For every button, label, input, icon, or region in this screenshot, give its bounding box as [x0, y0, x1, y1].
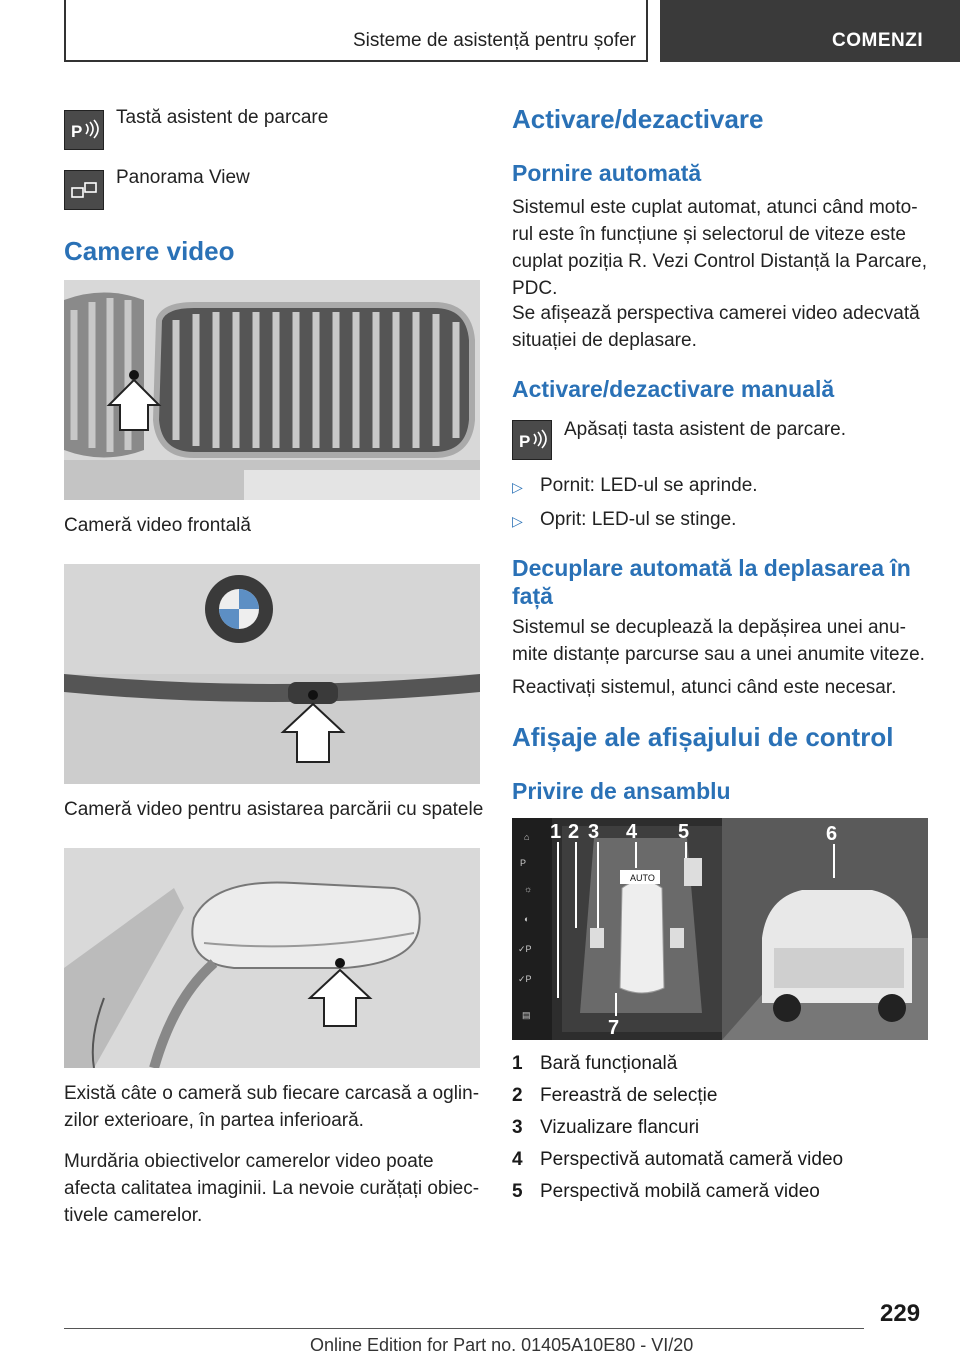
svg-text:5: 5	[678, 821, 690, 843]
svg-text:P: P	[519, 432, 531, 451]
svg-text:✓P: ✓P	[518, 974, 532, 984]
header-section-box	[64, 0, 648, 62]
svg-text:▤: ▤	[522, 1010, 531, 1020]
heading-video-cameras: Camere video	[64, 236, 235, 266]
legend-item	[512, 1144, 928, 1176]
heading-manual: Activare/dezactivare manuală	[512, 376, 835, 402]
legend-number: 1	[512, 1053, 523, 1074]
svg-text:1: 1	[550, 821, 562, 843]
svg-text:6: 6	[826, 823, 838, 845]
legend-item	[512, 1080, 928, 1112]
svg-text:☼: ☼	[524, 884, 533, 894]
para-mirror-cameras: Există câte o cameră sub fiecare carcasă a oglin- zilor exterioare, în partea inferioară.	[64, 1083, 480, 1131]
heading-control-display: Afișaje ale afișajului de control	[512, 722, 894, 752]
svg-text:AUTO: AUTO	[630, 873, 655, 883]
header-section-title: Sisteme de asistență pentru șofer	[352, 30, 636, 51]
bullet-text: Oprit: LED-ul se stinge.	[540, 509, 737, 530]
page-number: 229	[880, 1300, 921, 1327]
footer-edition: Online Edition for Part no. 01405A10E80 - VI/20	[310, 1335, 694, 1355]
para-decouple: Sistemul se decuplează la depășirea unei anu- mite distanțe parcurse sau a unei anumite viteze.	[512, 617, 925, 665]
header-tab-label: COMENZI	[832, 30, 924, 51]
list-item	[512, 472, 932, 501]
para-reactivate: Reactivați sistemul, atunci când este necesar.	[512, 677, 897, 698]
panorama-view-label: Panorama View	[116, 167, 250, 188]
heading-overview: Privire de ansamblu	[512, 778, 731, 804]
heading-decouple: Decuplare automată la deplasarea în față	[512, 555, 911, 609]
legend-item	[512, 1112, 928, 1144]
svg-text:⌂: ⌂	[524, 832, 530, 842]
photo-rear-camera	[64, 564, 480, 784]
panorama-view-icon	[64, 170, 104, 210]
svg-text:4: 4	[626, 821, 638, 843]
legend-text: Bară funcțională	[540, 1053, 678, 1074]
legend-text: Fereastră de selecție	[540, 1085, 718, 1106]
list-item	[512, 506, 932, 535]
svg-text:7: 7	[608, 1017, 620, 1039]
manual-instruction: Apăsați tasta asistent de parcare.	[564, 419, 846, 440]
para-camera-perspective: Se afișează perspectiva camerei video adecvată situației de deplasare.	[512, 303, 920, 351]
photo-mirror-camera	[64, 848, 480, 1068]
legend-text: Vizualizare flancuri	[540, 1117, 700, 1138]
triangle-bullet-icon: ▷	[512, 513, 523, 529]
svg-text:✓P: ✓P	[518, 944, 532, 954]
legend-number: 2	[512, 1085, 523, 1106]
legend-text: Perspectivă automată cameră video	[540, 1149, 844, 1170]
triangle-bullet-icon: ▷	[512, 479, 523, 495]
bullet-text: Pornit: LED-ul se aprinde.	[540, 475, 758, 496]
para-dirt-lens: Murdăria obiectivelor camerelor video poate afecta calitatea imaginii. La nevoie curățați obiec- tivele camerelor.	[64, 1151, 480, 1226]
heading-activation: Activare/dezactivare	[512, 104, 764, 134]
control-display-screenshot	[512, 818, 928, 1040]
para-auto-start: Sistemul este cuplat automat, atunci când moto- rul este în funcțiune și selectorul de viteze este cuplat poziția R. Vezi Control Distanță la Parcare, PDC.	[512, 197, 928, 299]
svg-text:3: 3	[588, 821, 600, 843]
legend-number: 3	[512, 1117, 523, 1138]
legend-text: Perspectivă mobilă cameră video	[540, 1181, 820, 1202]
footer-divider	[64, 1328, 864, 1329]
legend-item	[512, 1176, 928, 1208]
legend-item	[512, 1048, 928, 1080]
svg-text:◐: ◐	[524, 914, 530, 924]
header-tab[interactable]	[660, 0, 960, 62]
park-assist-label: Tastă asistent de parcare	[116, 107, 329, 128]
svg-text:2: 2	[568, 821, 580, 843]
caption-front-camera: Cameră video frontală	[64, 515, 251, 536]
photo-front-camera	[64, 280, 480, 500]
bullet-list	[512, 472, 932, 535]
legend-number: 5	[512, 1181, 523, 1202]
heading-auto-start: Pornire automată	[512, 160, 702, 186]
legend-list	[512, 1048, 928, 1208]
caption-rear-camera: Cameră video pentru asistarea parcării cu spatele	[64, 799, 484, 820]
park-assist-icon	[64, 110, 104, 150]
park-assist-button-icon	[512, 420, 552, 460]
svg-text:P: P	[71, 122, 83, 141]
svg-text:P: P	[520, 858, 527, 868]
legend-number: 4	[512, 1149, 523, 1170]
